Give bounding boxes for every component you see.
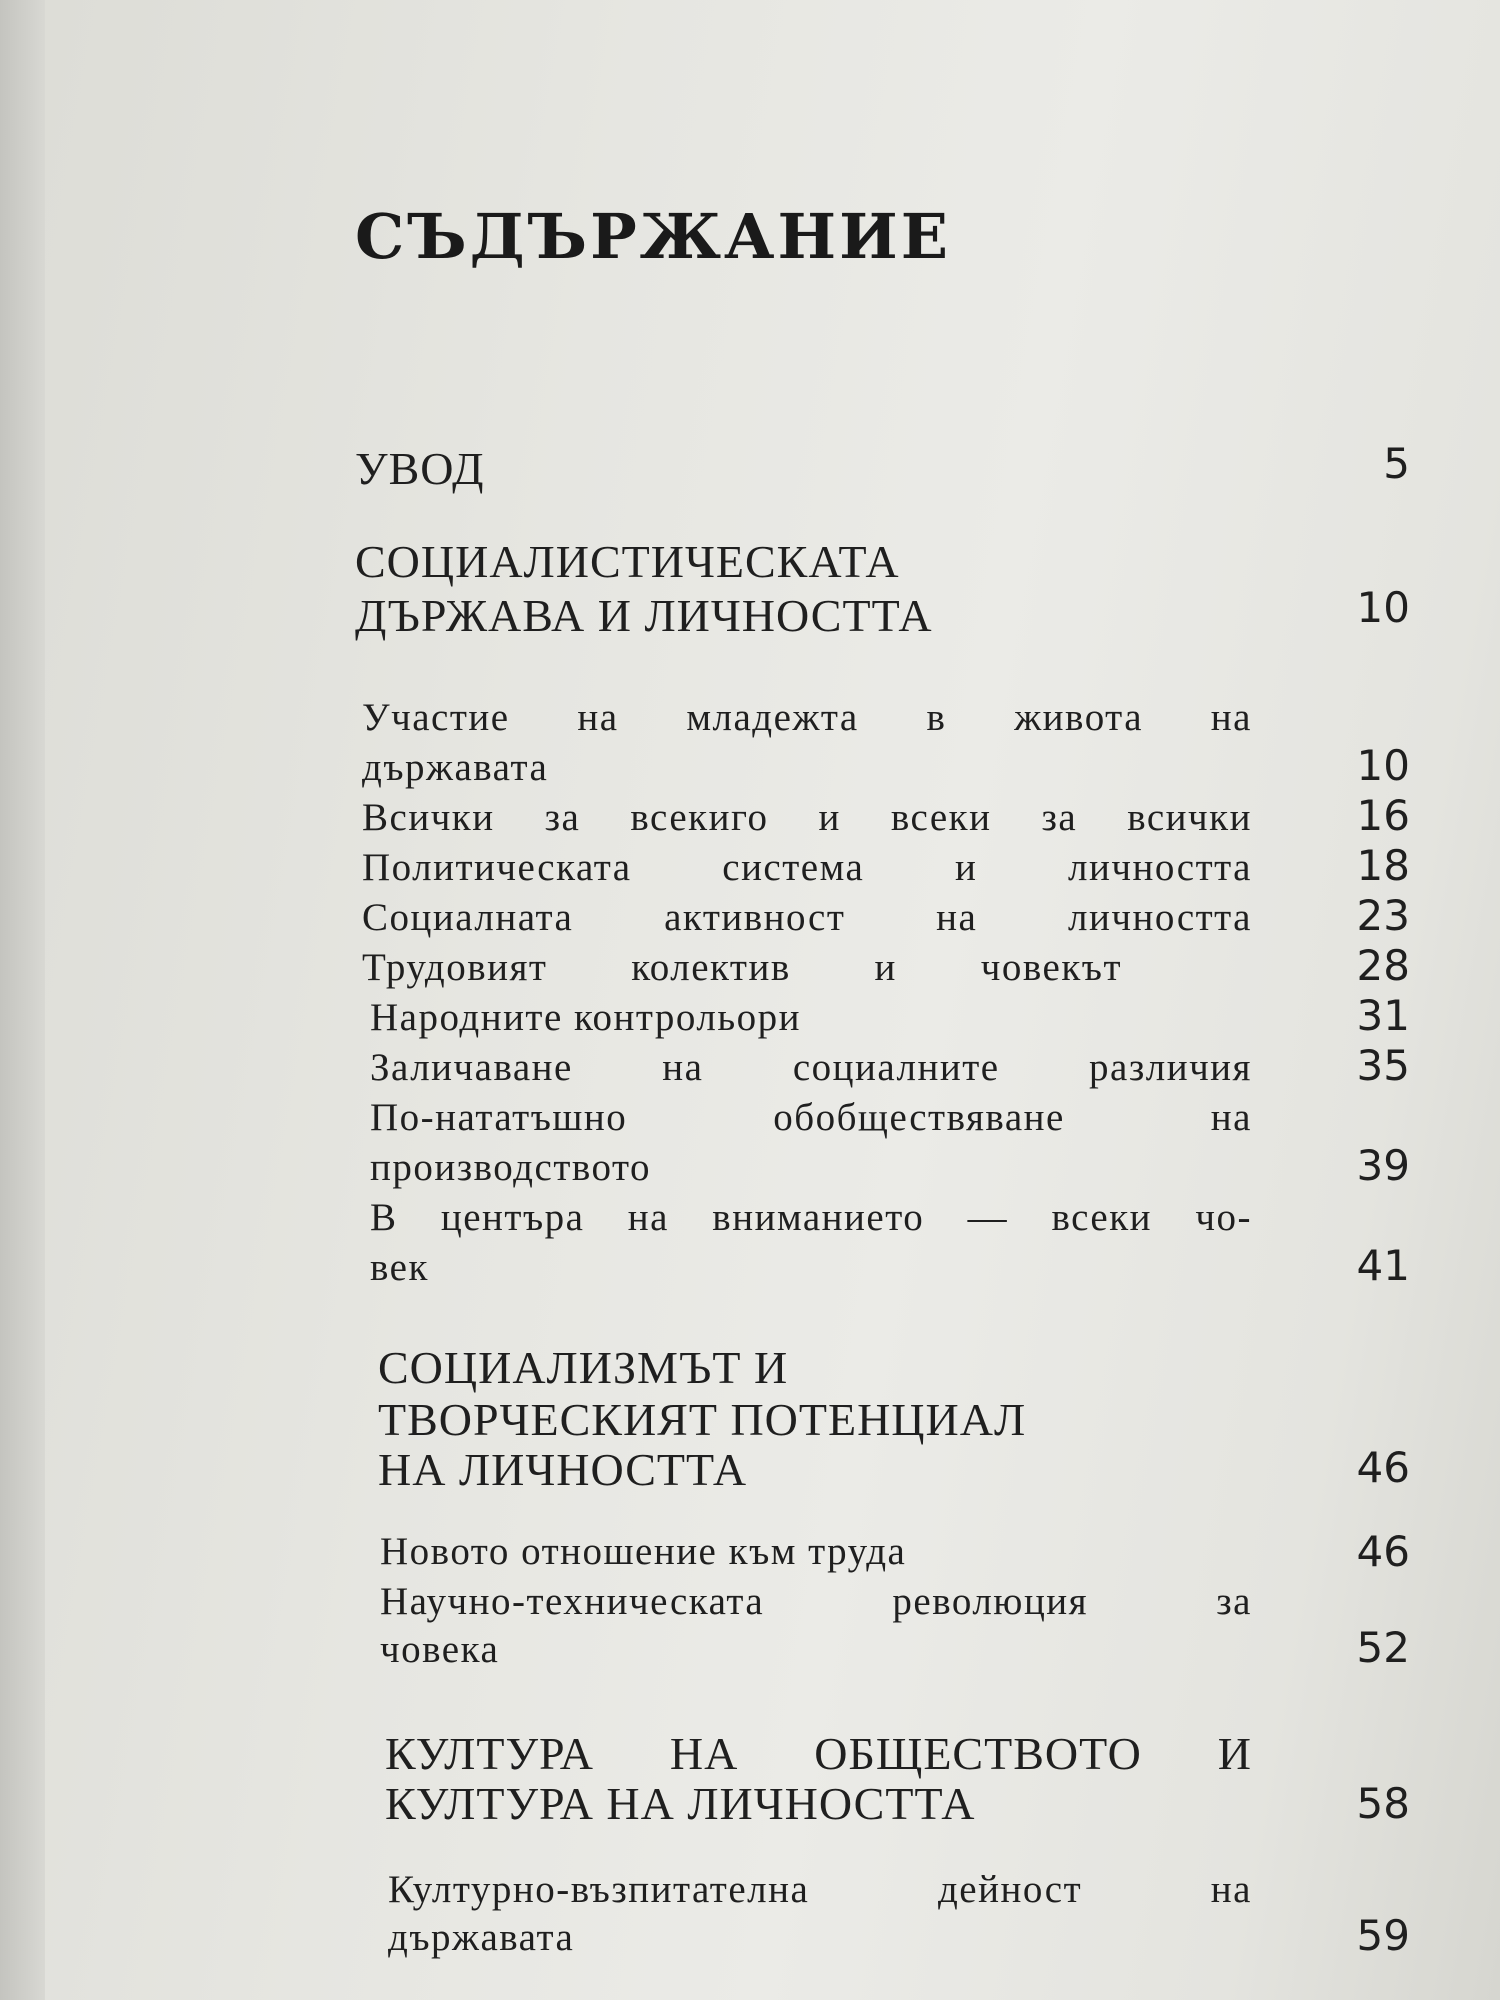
- toc-line: УВОД: [355, 443, 485, 494]
- toc-line: КУЛТУРА НА ЛИЧНОСТТА: [385, 1778, 976, 1829]
- toc-page-number: 23: [1356, 891, 1410, 940]
- toc-page-number: 10: [1356, 741, 1410, 790]
- toc-line: човека: [380, 1628, 500, 1671]
- toc-page-number: 39: [1356, 1141, 1410, 1190]
- toc-line: държавата: [388, 1916, 575, 1959]
- toc-line: Културно-възпитателна дейност на: [388, 1868, 1252, 1911]
- toc-line: Научно-техническата революция за: [380, 1580, 1252, 1623]
- toc-page-number: 58: [1356, 1779, 1410, 1828]
- toc-line: СОЦИАЛИЗМЪТ И: [378, 1342, 789, 1393]
- toc-page-number: 46: [1356, 1443, 1410, 1492]
- toc-page-number: 10: [1356, 583, 1410, 632]
- toc-page-number: 18: [1356, 841, 1410, 890]
- toc-line: СОЦИАЛИСТИЧЕСКАТА: [355, 536, 900, 587]
- toc-line: В центъра на вниманието — всеки чо-: [370, 1196, 1252, 1239]
- toc-line: Политическата система и личността: [362, 846, 1252, 889]
- toc-line: ДЪРЖАВА И ЛИЧНОСТТА: [355, 590, 933, 641]
- toc-line: Новото отношение към труда: [380, 1530, 907, 1573]
- toc-line: Всички за всекиго и всеки за всички: [362, 796, 1252, 839]
- toc-page-number: 28: [1356, 941, 1410, 990]
- toc-page-number: 46: [1356, 1527, 1410, 1576]
- toc-page-number: 5: [1383, 439, 1410, 488]
- page-edge: [0, 0, 45, 2000]
- toc-line: Народните контрольори: [370, 996, 802, 1039]
- toc-line: производството: [370, 1146, 652, 1189]
- toc-line: Социалната активност на личността: [362, 896, 1252, 939]
- toc-line: Трудовият колектив и човекът: [362, 946, 1122, 989]
- toc-line: държавата: [362, 746, 549, 789]
- toc-line: НА ЛИЧНОСТТА: [378, 1444, 748, 1495]
- page-title: СЪДЪРЖАНИЕ: [355, 200, 951, 273]
- toc-page-number: 31: [1356, 991, 1410, 1040]
- toc-page-number: 52: [1356, 1623, 1410, 1672]
- toc-page-number: 59: [1356, 1911, 1410, 1960]
- toc-line: Участие на младежта в живота на: [362, 696, 1252, 739]
- toc-line: По-нататъшно обобществяване на: [370, 1096, 1252, 1139]
- toc-page-number: 16: [1356, 791, 1410, 840]
- toc-page-number: 35: [1356, 1041, 1410, 1090]
- toc-line: век: [370, 1246, 429, 1289]
- toc-line: ТВОРЧЕСКИЯТ ПОТЕНЦИАЛ: [378, 1394, 1027, 1445]
- toc-line: КУЛТУРА НА ОБЩЕСТВОТО И: [385, 1728, 1252, 1779]
- toc-page-number: 41: [1356, 1241, 1410, 1290]
- toc-line: Заличаване на социалните различия: [370, 1046, 1252, 1089]
